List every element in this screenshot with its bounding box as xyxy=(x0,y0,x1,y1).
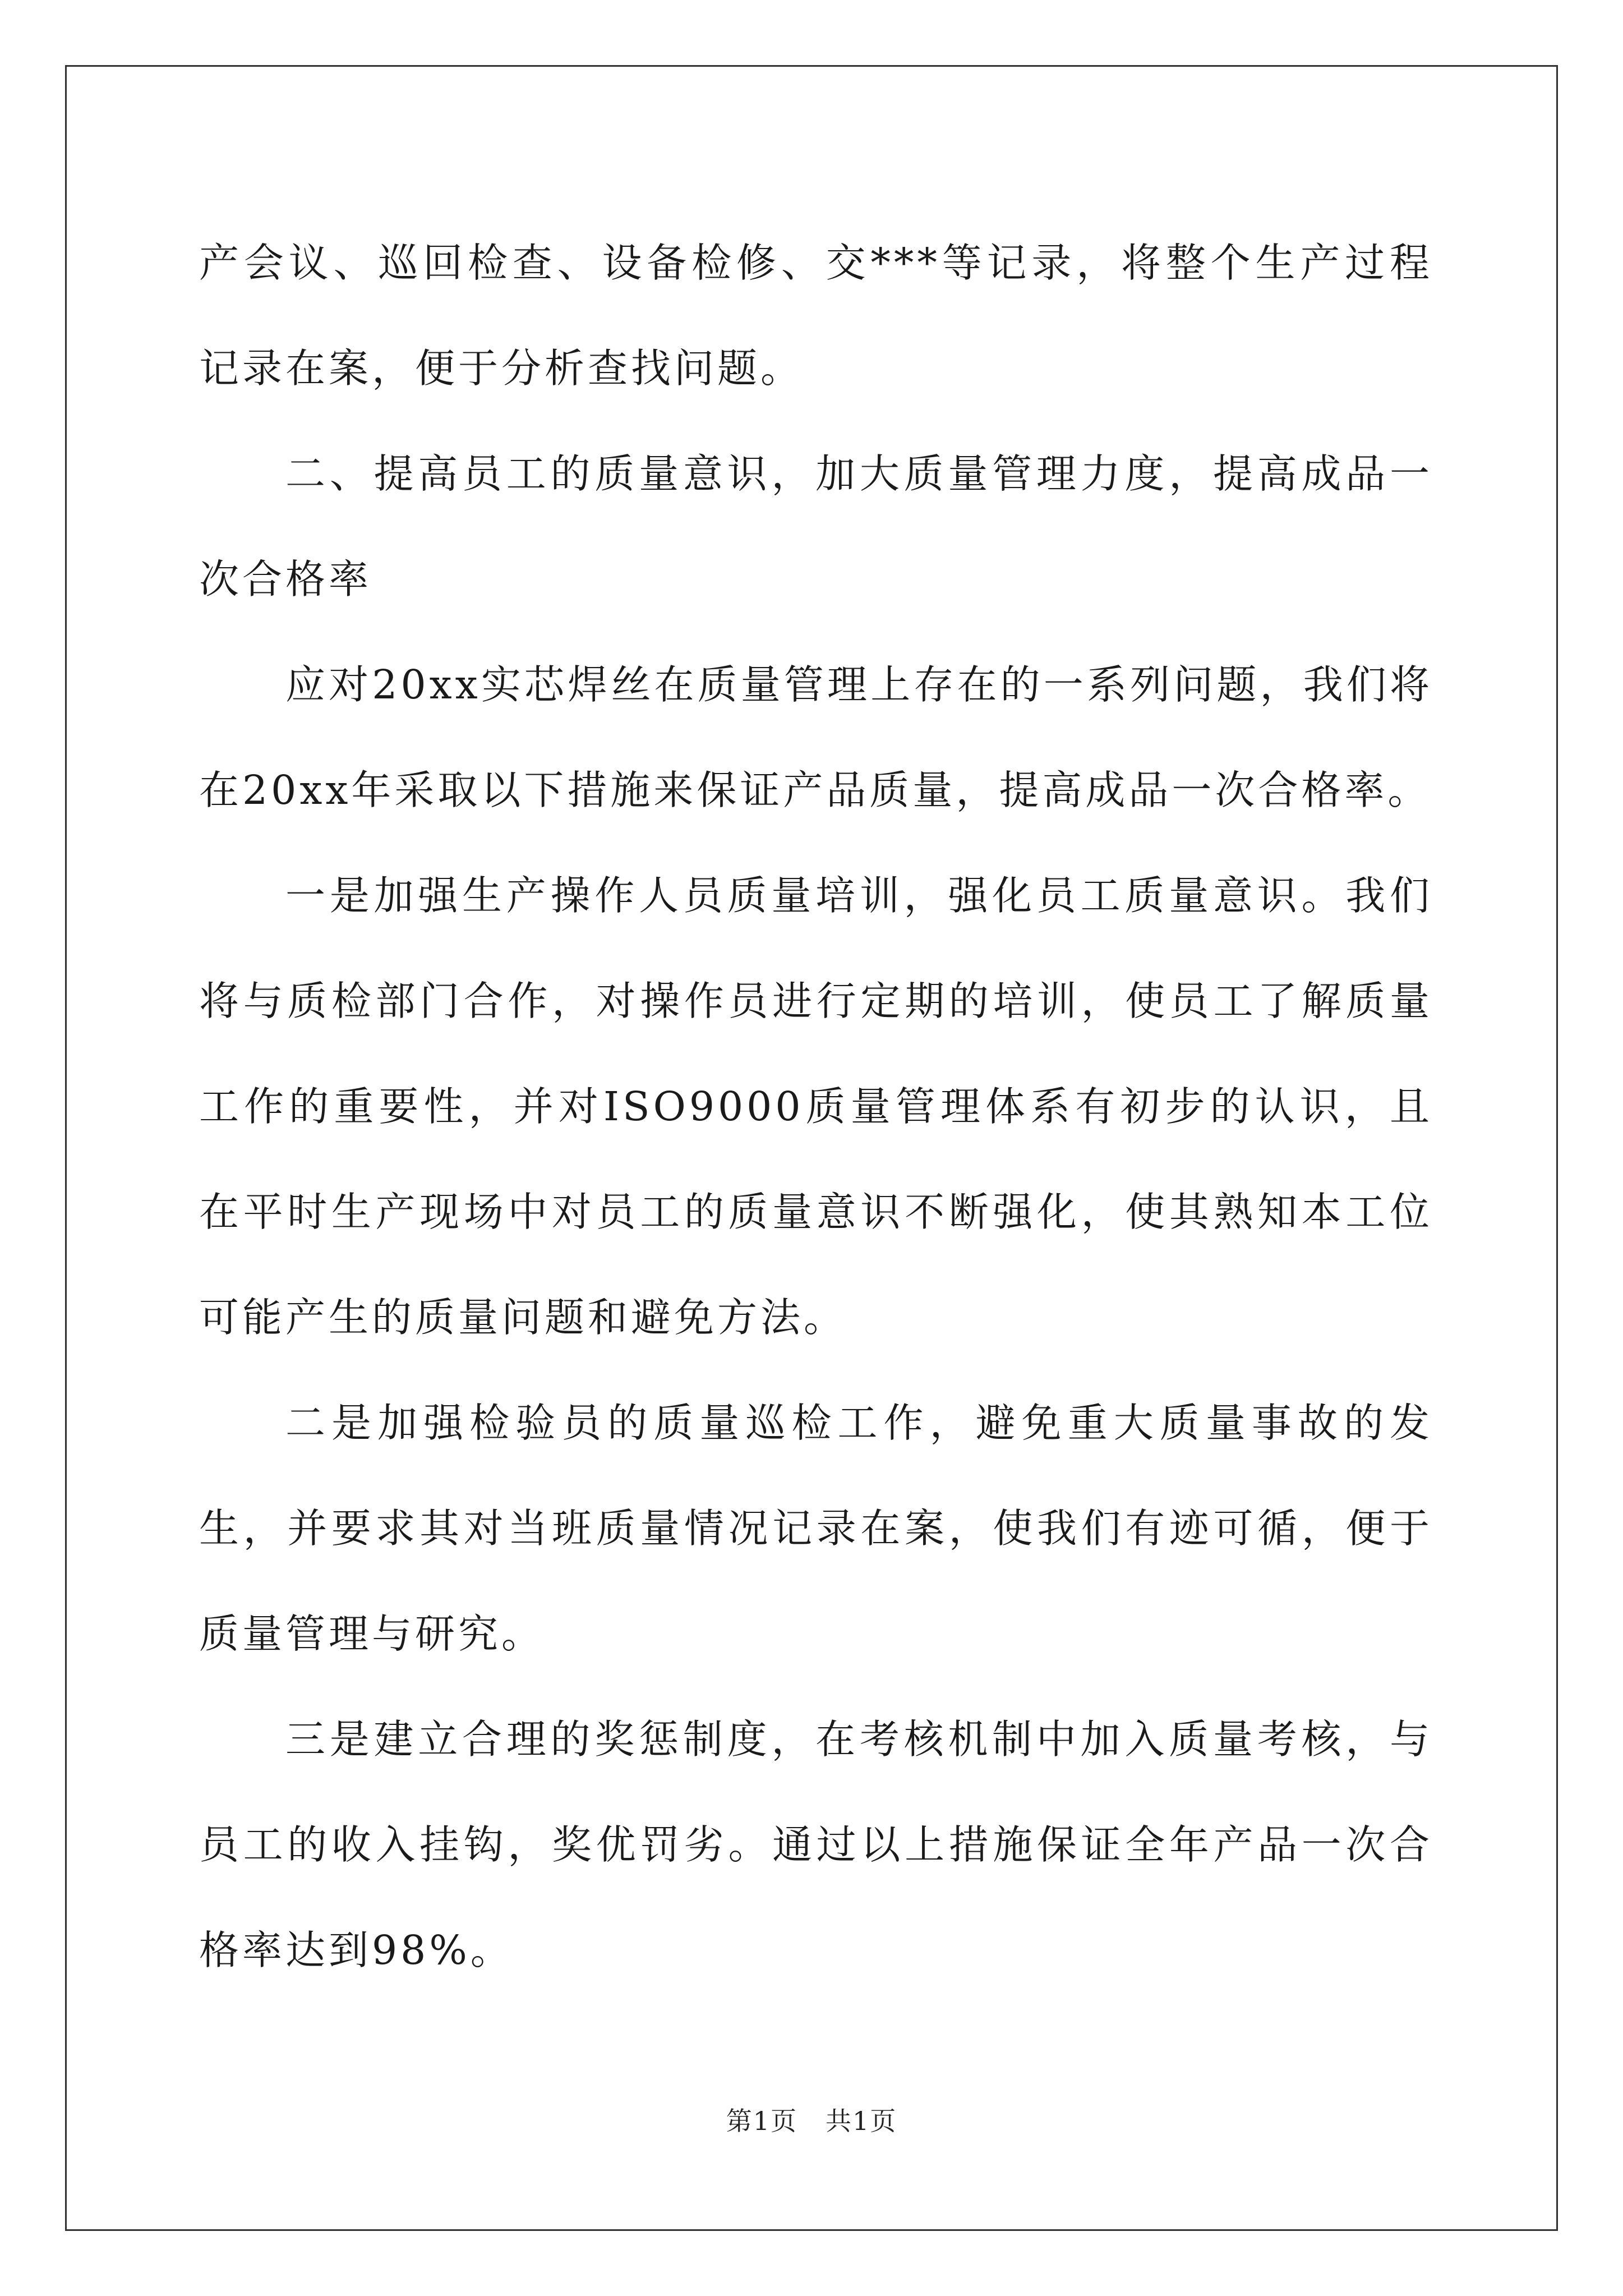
paragraph-1: 产会议、巡回检查、设备检修、交***等记录，将整个生产过程记录在案，便于分析查找问题。 xyxy=(199,240,1433,392)
paragraph-3: 应对20xx实芯焊丝在质量管理上存在的一系列问题，我们将在20xx年采取以下措施来保证产品质量，提高成品一次合格率。 xyxy=(199,661,1433,813)
page-number: 第1页 xyxy=(726,2106,797,2136)
page-total: 共1页 xyxy=(826,2106,897,2136)
page-footer xyxy=(0,2101,1623,2138)
paragraph-5: 二是加强检验员的质量巡检工作，避免重大质量事故的发生，并要求其对当班质量情况记录在案，使我们有迹可循，便于质量管理与研究。 xyxy=(199,1400,1433,1657)
paragraph-4: 一是加强生产操作人员质量培训，强化员工质量意识。我们将与质检部门合作，对操作员进行定期的培训，使员工了解质量工作的重要性，并对ISO9000质量管理体系有初步的认识，且在平时生产现场中对员工的质量意识不断强化，使其熟知本工位可能产生的质量问题和避免方法。 xyxy=(199,872,1433,1341)
paragraph-heading-2: 二、提高员工的质量意识，加大质量管理力度，提高成品一次合格率 xyxy=(199,450,1433,602)
paragraph-6: 三是建立合理的奖惩制度，在考核机制中加入质量考核，与员工的收入挂钩，奖优罚劣。通过以上措施保证全年产品一次合格率达到98%。 xyxy=(199,1716,1433,1973)
document-body xyxy=(199,210,1433,2003)
